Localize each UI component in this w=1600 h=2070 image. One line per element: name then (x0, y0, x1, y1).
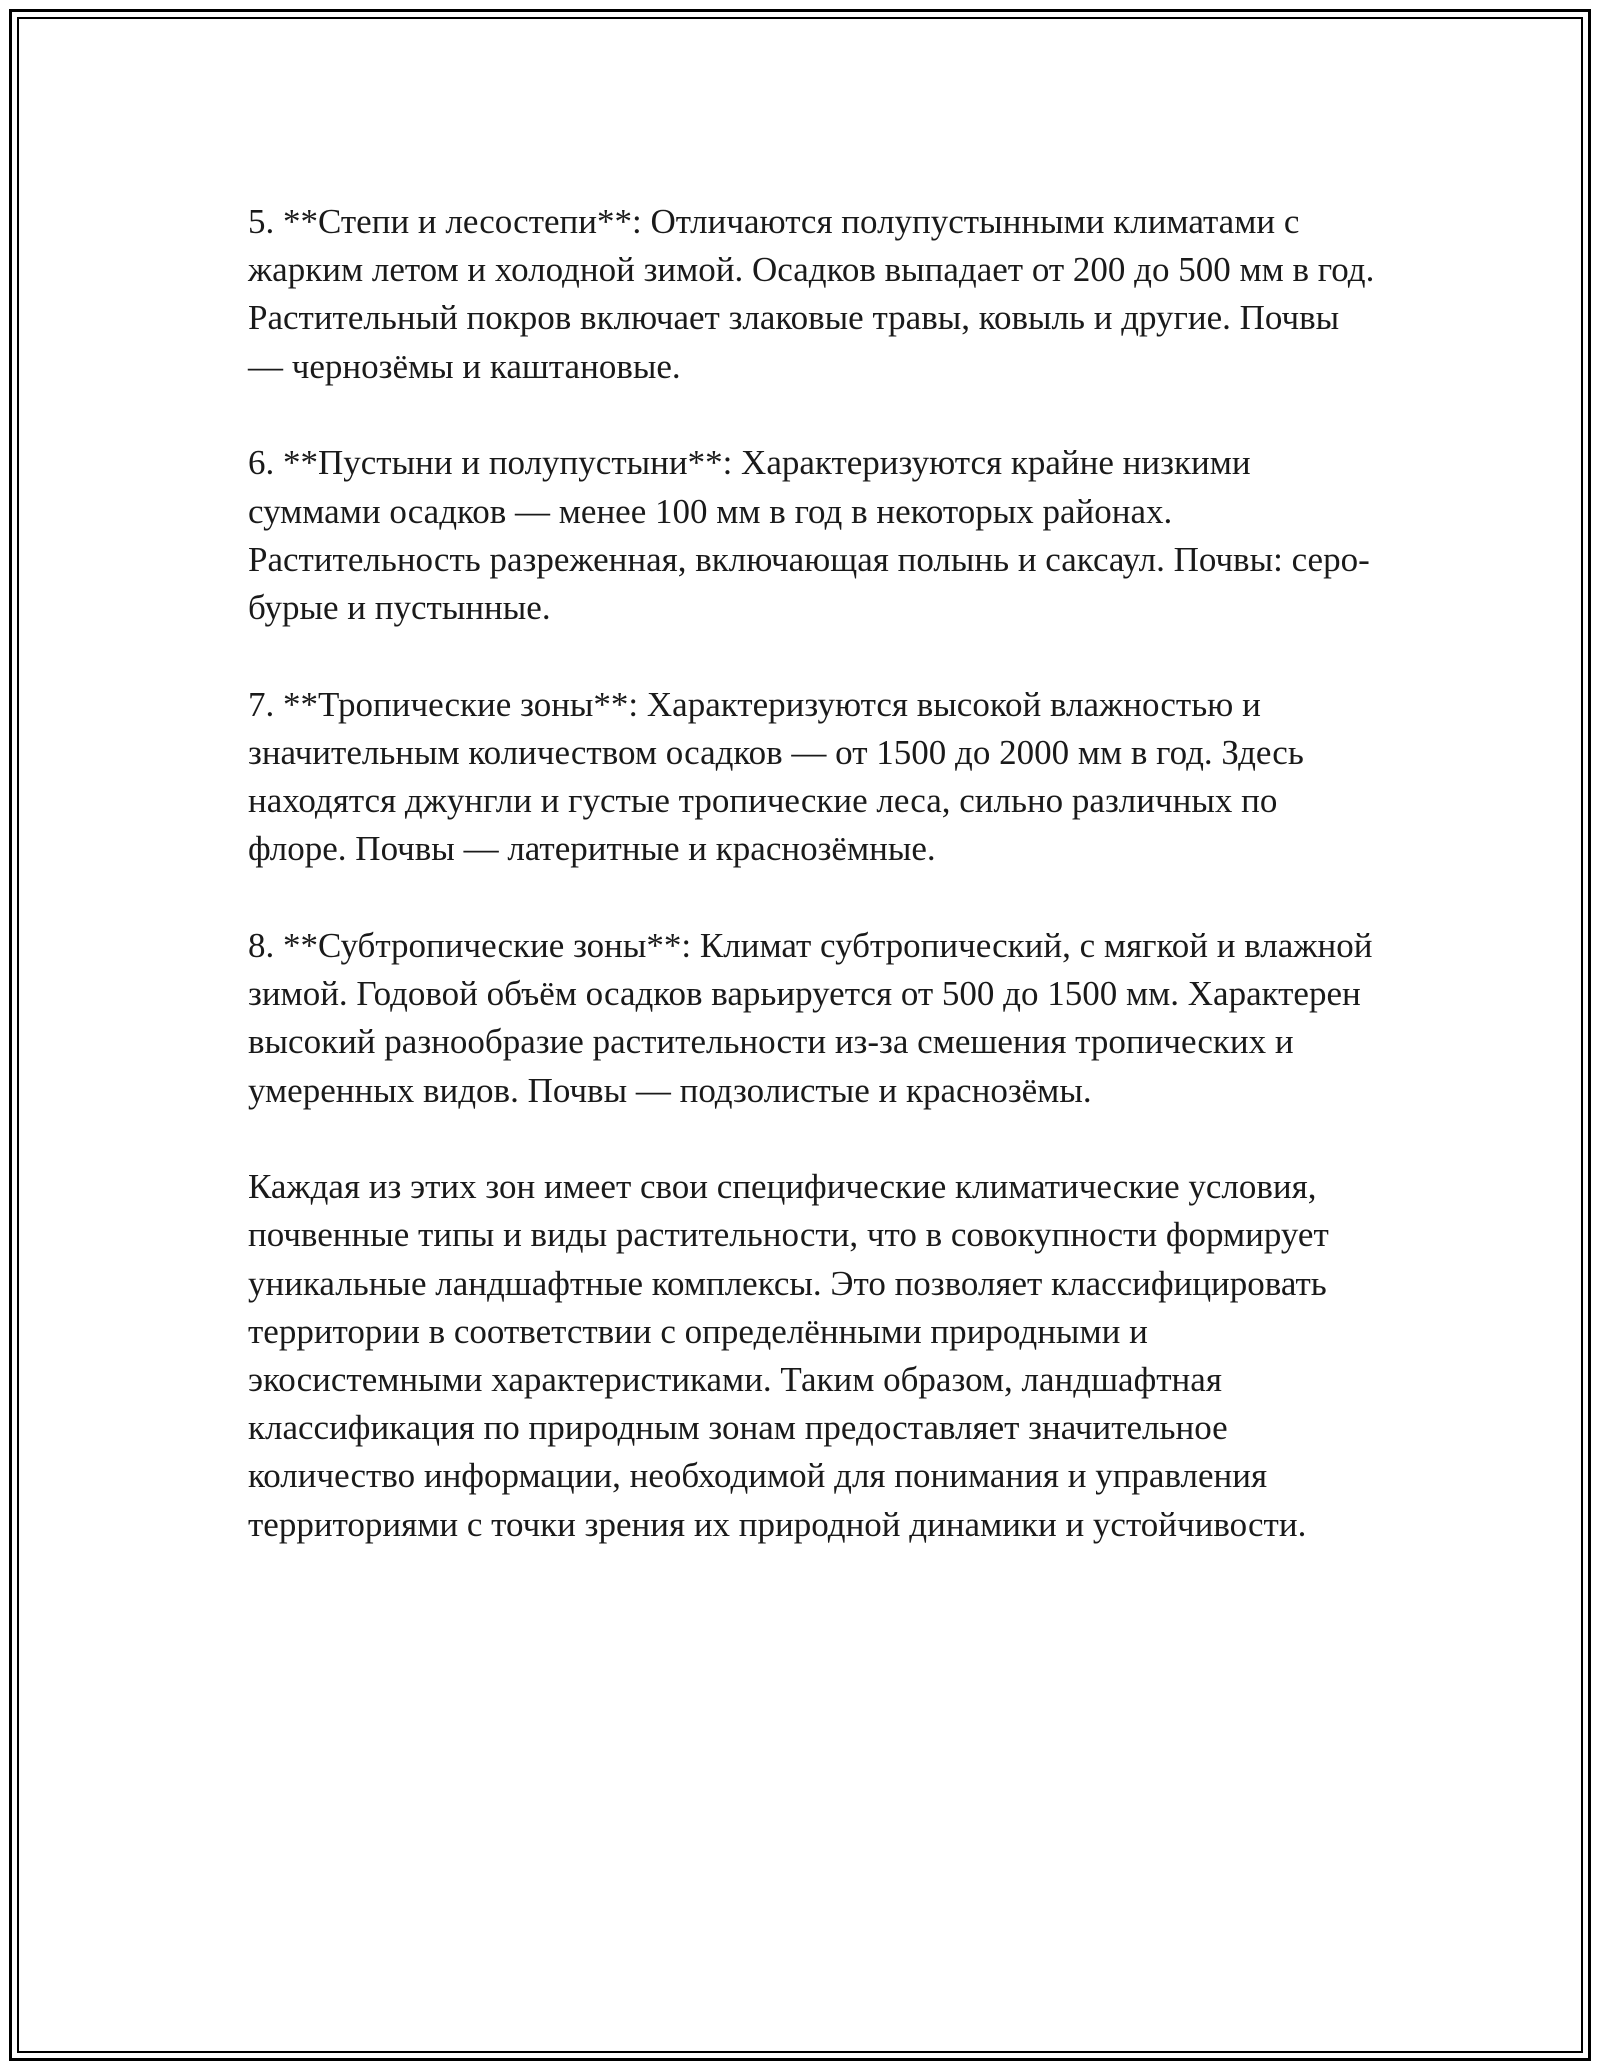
paragraph-tropical-zones: 7. **Тропические зоны**: Характеризуются высокой влажностью и значительным количеством осадков — от 1500 до 2000 мм в год. Здесь находятся джунгли и густые тропические леса, сильно различных по флоре. Почвы — латеритные и краснозёмные. (248, 684, 1304, 869)
paragraph-deserts: 6. **Пустыни и полупустыни**: Характеризуются крайне низкими суммами осадков — менее 100 мм в год в некоторых районах. Растительность разреженная, включающая полынь и саксаул. Почвы: серо-бурые и пустынные. (248, 443, 1370, 627)
page-border-frame (9, 9, 1591, 2061)
paragraph-subtropical-zones: 8. **Субтропические зоны**: Климат субтропический, с мягкой и влажной зимой. Годовой объём осадков варьируется от 500 до 1500 мм. Характерен высокий разнообразие растительности из-за смешения тропических и умеренных видов. Почвы — подзолистые и краснозёмы. (248, 925, 1373, 1110)
paragraph-steppes: 5. **Степи и лесостепи**: Отличаются полупустынными климатами с жарким летом и холодной зимой. Осадков выпадает от 200 до 500 мм в год. Растительный покров включает злаковые травы, ковыль и другие. Почвы — чернозёмы и каштановые. (248, 202, 1375, 386)
document-body (248, 198, 1378, 1549)
paragraph-conclusion: Каждая из этих зон имеет свои специфические климатические условия, почвенные типы и виды растительности, что в совокупности формирует уникальные ландшафтные комплексы. Это позволяет классифицировать территории в соответствии с определёнными природными и экосистемными характеристиками. Таким образом, ландшафтная классификация по природным зонам предоставляет значительное количество информации, необходимой для понимания и управления территориями с точки зрения их природной динамики и устойчивости. (248, 1167, 1329, 1544)
